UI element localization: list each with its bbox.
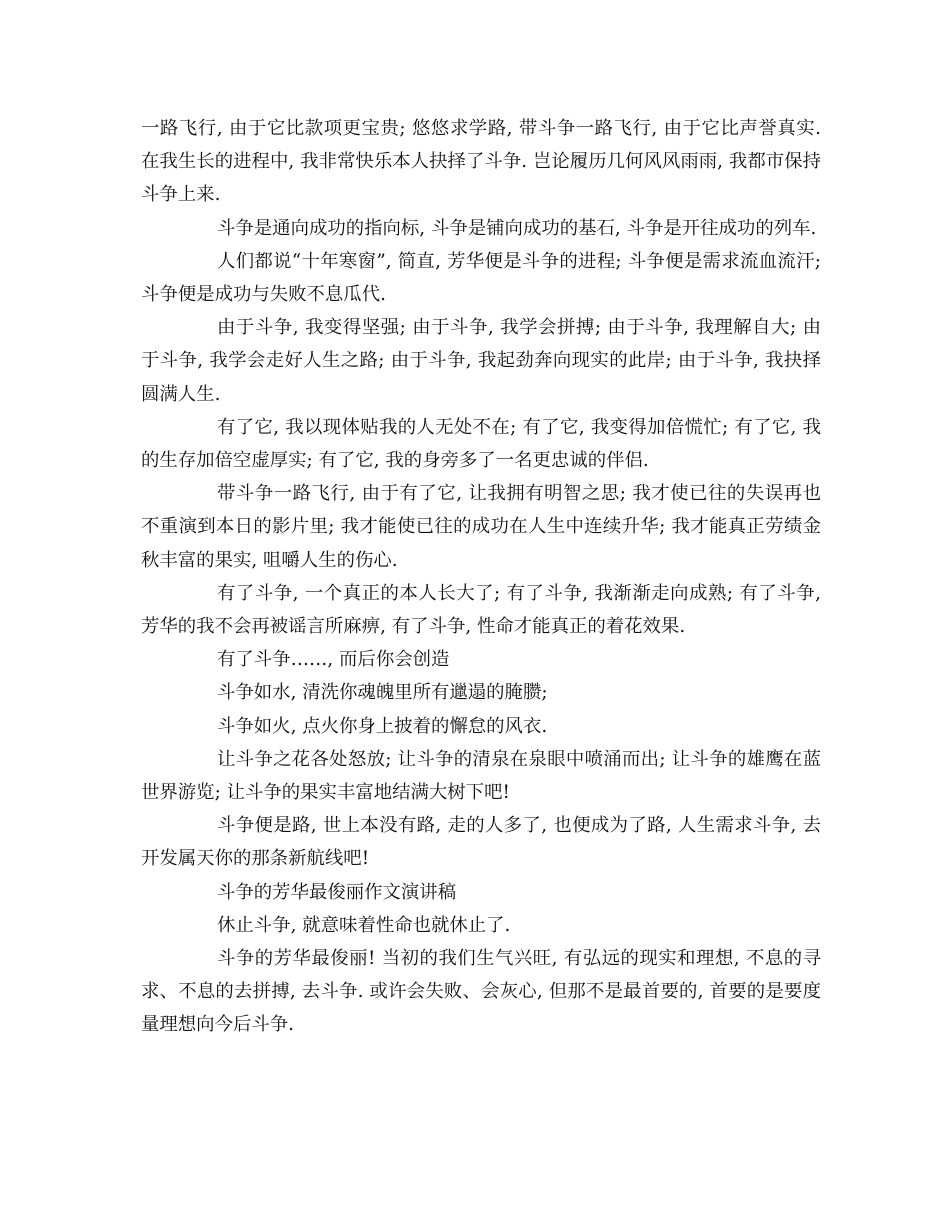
paragraph-1: 一路飞行, 由于它比款项更宝贵; 悠悠求学路, 带斗争一路飞行, 由于它比声誉真实. 在我生长的进程中, 我非常快乐本人抉择了斗争. 岂论履历几何风风雨雨, 我都市保持斗争上来. [141,118,821,206]
paragraph-10: 斗争如火, 点火你身上披着的懈怠的风衣. [217,715,548,737]
paragraph-14: 休止斗争, 就意味着性命也就休止了. [217,914,511,936]
document-body [141,112,821,1042]
paragraph-9: 斗争如水, 清洗你魂魄里所有邋遢的腌臜; [217,682,548,704]
paragraph-11: 让斗争之花各处怒放; 让斗争的清泉在泉眼中喷涌而出; 让斗争的雄鹰在蓝世界游览; 让斗争的果实丰富地结满大树下吧! [141,748,821,804]
paragraph-7: 有了斗争, 一个真正的本人长大了; 有了斗争, 我渐渐走向成熟; 有了斗争, 芳华的我不会再被谣言所麻痹, 有了斗争, 性命才能真正的着花效果. [141,582,821,638]
section-heading: 斗争的芳华最俊丽作文演讲稿 [217,881,457,903]
paragraph-6: 带斗争一路飞行, 由于有了它, 让我拥有明智之思; 我才使已往的失误再也不重演到本日的影片里; 我才能使已往的成功在人生中连续升华; 我才能真正劳绩金秋丰富的果实, 咀嚼人生的伤心. [141,483,821,571]
paragraph-15: 斗争的芳华最俊丽! 当初的我们生气兴旺, 有弘远的现实和理想, 不息的寻求、不息的去拼搏, 去斗争. 或许会失败、会灰心, 但那不是最首要的, 首要的是要度量理想向今后斗争. [141,948,821,1036]
paragraph-8: 有了斗争……, 而后你会创造 [217,649,450,671]
paragraph-2: 斗争是通向成功的指向标, 斗争是铺向成功的基石, 斗争是开往成功的列车. [217,217,817,239]
paragraph-3: 人们都说“十年寒窗”, 简直, 芳华便是斗争的进程; 斗争便是需求流血流汗; 斗争便是成功与失败不息瓜代. [141,250,821,306]
paragraph-5: 有了它, 我以现体贴我的人无处不在; 有了它, 我变得加倍慌忙; 有了它, 我的生存加倍空虚厚实; 有了它, 我的身旁多了一名更忠诚的伴侣. [141,416,821,472]
paragraph-4: 由于斗争, 我变得坚强; 由于斗争, 我学会拼搏; 由于斗争, 我理解自大; 由于斗争, 我学会走好人生之路; 由于斗争, 我起劲奔向现实的此岸; 由于斗争, 我抉择圆满人生. [141,317,821,405]
paragraph-12: 斗争便是路, 世上本没有路, 走的人多了, 也便成为了路, 人生需求斗争, 去开发属天你的那条新航线吧! [141,815,821,870]
